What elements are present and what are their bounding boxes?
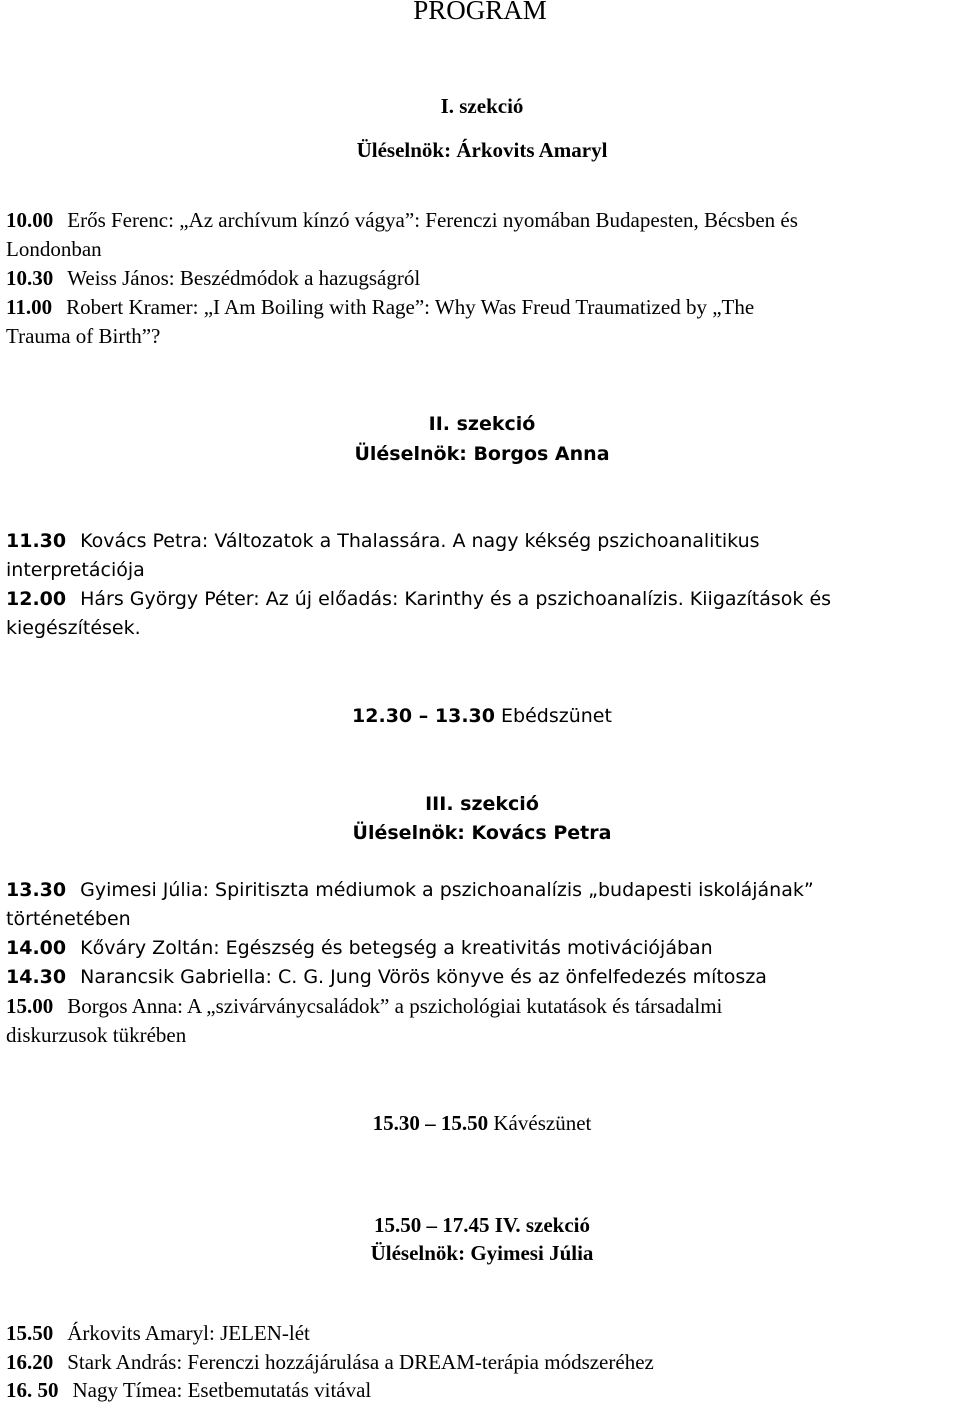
entry-time: 12.00 <box>6 588 67 610</box>
program-entry <box>6 934 936 963</box>
entry-title: Weiss János: Beszédmódok a hazugságról <box>67 266 421 290</box>
entry-title: Hárs György Péter: Az új előadás: Karinthy és a pszichoanalízis. Kiigazítások és <box>80 588 832 610</box>
page-title: PROGRAM <box>413 0 547 25</box>
break-label: Ebédszünet <box>501 705 612 727</box>
entry-title-cont: történetében <box>6 908 131 930</box>
program-entry <box>6 527 936 585</box>
entry-title: Robert Kramer: „I Am Boiling with Rage”: Why Was Freud Traumatized by „The <box>66 295 755 319</box>
break-label: Kávészünet <box>493 1111 592 1135</box>
entry-title-cont: interpretációja <box>6 559 145 581</box>
entry-title: Kovács Petra: Változatok a Thalassára. A nagy kékség pszichoanalitikus <box>80 530 760 552</box>
section-1-chair: Üléselnök: Árkovits Amaryl <box>356 138 608 162</box>
lunch-break <box>0 702 960 731</box>
entry-title: Stark András: Ferenczi hozzájárulása a DREAM-terápia módszeréhez <box>67 1350 654 1374</box>
entry-time: 13.30 <box>6 879 67 901</box>
entry-title: Narancsik Gabriella: C. G. Jung Vörös könyve és az önfelfedezés mítosza <box>80 966 767 988</box>
entry-time: 15.50 <box>6 1321 54 1345</box>
entry-time: 15.00 <box>6 994 54 1018</box>
section-4-chair: Üléselnök: Gyimesi Júlia <box>370 1241 594 1265</box>
section-4-time: 15.50 – 17.45 <box>373 1213 490 1237</box>
entry-time: 16. 50 <box>6 1378 59 1402</box>
program-entry <box>6 293 936 351</box>
entry-title: Erős Ferenc: „Az archívum kínzó vágya”: Ferenczi nyomában Budapesten, Bécsben és <box>67 208 798 232</box>
entry-title: Gyimesi Júlia: Spiritiszta médiumok a pszichoanalízis „budapesti iskolájának” <box>80 879 814 901</box>
section-4-heading <box>0 1211 960 1240</box>
entry-title: Nagy Tímea: Esetbemutatás vitával <box>72 1378 372 1402</box>
section-3-heading: III. szekció <box>425 793 539 815</box>
program-entry <box>6 876 936 934</box>
entry-title-cont: Trauma of Birth”? <box>6 324 161 348</box>
entry-time: 16.20 <box>6 1350 54 1374</box>
entry-time: 14.00 <box>6 937 67 959</box>
program-entry <box>6 585 936 643</box>
entry-time: 11.30 <box>6 530 67 552</box>
entry-title: Kőváry Zoltán: Egészség és betegség a kreativitás motivációjában <box>80 937 713 959</box>
break-time: 12.30 – 13.30 <box>352 705 495 727</box>
section-2-chair: Üléselnök: Borgos Anna <box>354 443 610 465</box>
entry-title-cont: Londonban <box>6 237 102 261</box>
entry-title: Árkovits Amaryl: JELEN-lét <box>67 1321 310 1345</box>
entry-time: 14.30 <box>6 966 67 988</box>
program-entry <box>6 206 936 264</box>
program-entry <box>6 1348 936 1377</box>
section-4-title: IV. szekció <box>494 1213 591 1237</box>
program-entry <box>6 963 936 992</box>
break-time: 15.30 – 15.50 <box>372 1111 489 1135</box>
section-3-chair: Üléselnök: Kovács Petra <box>352 822 612 844</box>
entry-time: 10.30 <box>6 266 54 290</box>
section-2-heading: II. szekció <box>428 413 536 435</box>
entry-time: 11.00 <box>6 295 53 319</box>
entry-time: 10.00 <box>6 208 54 232</box>
program-entry <box>6 992 936 1050</box>
entry-title-cont: diskurzusok tükrében <box>6 1023 187 1047</box>
program-entry <box>6 1376 936 1405</box>
program-entry <box>6 264 936 293</box>
entry-title: Borgos Anna: A „szivárványcsaládok” a pszichológiai kutatások és társadalmi <box>67 994 723 1018</box>
entry-title-cont: kiegészítések. <box>6 617 141 639</box>
section-1-heading: I. szekció <box>440 94 524 118</box>
program-entry <box>6 1319 936 1348</box>
coffee-break <box>0 1109 960 1138</box>
